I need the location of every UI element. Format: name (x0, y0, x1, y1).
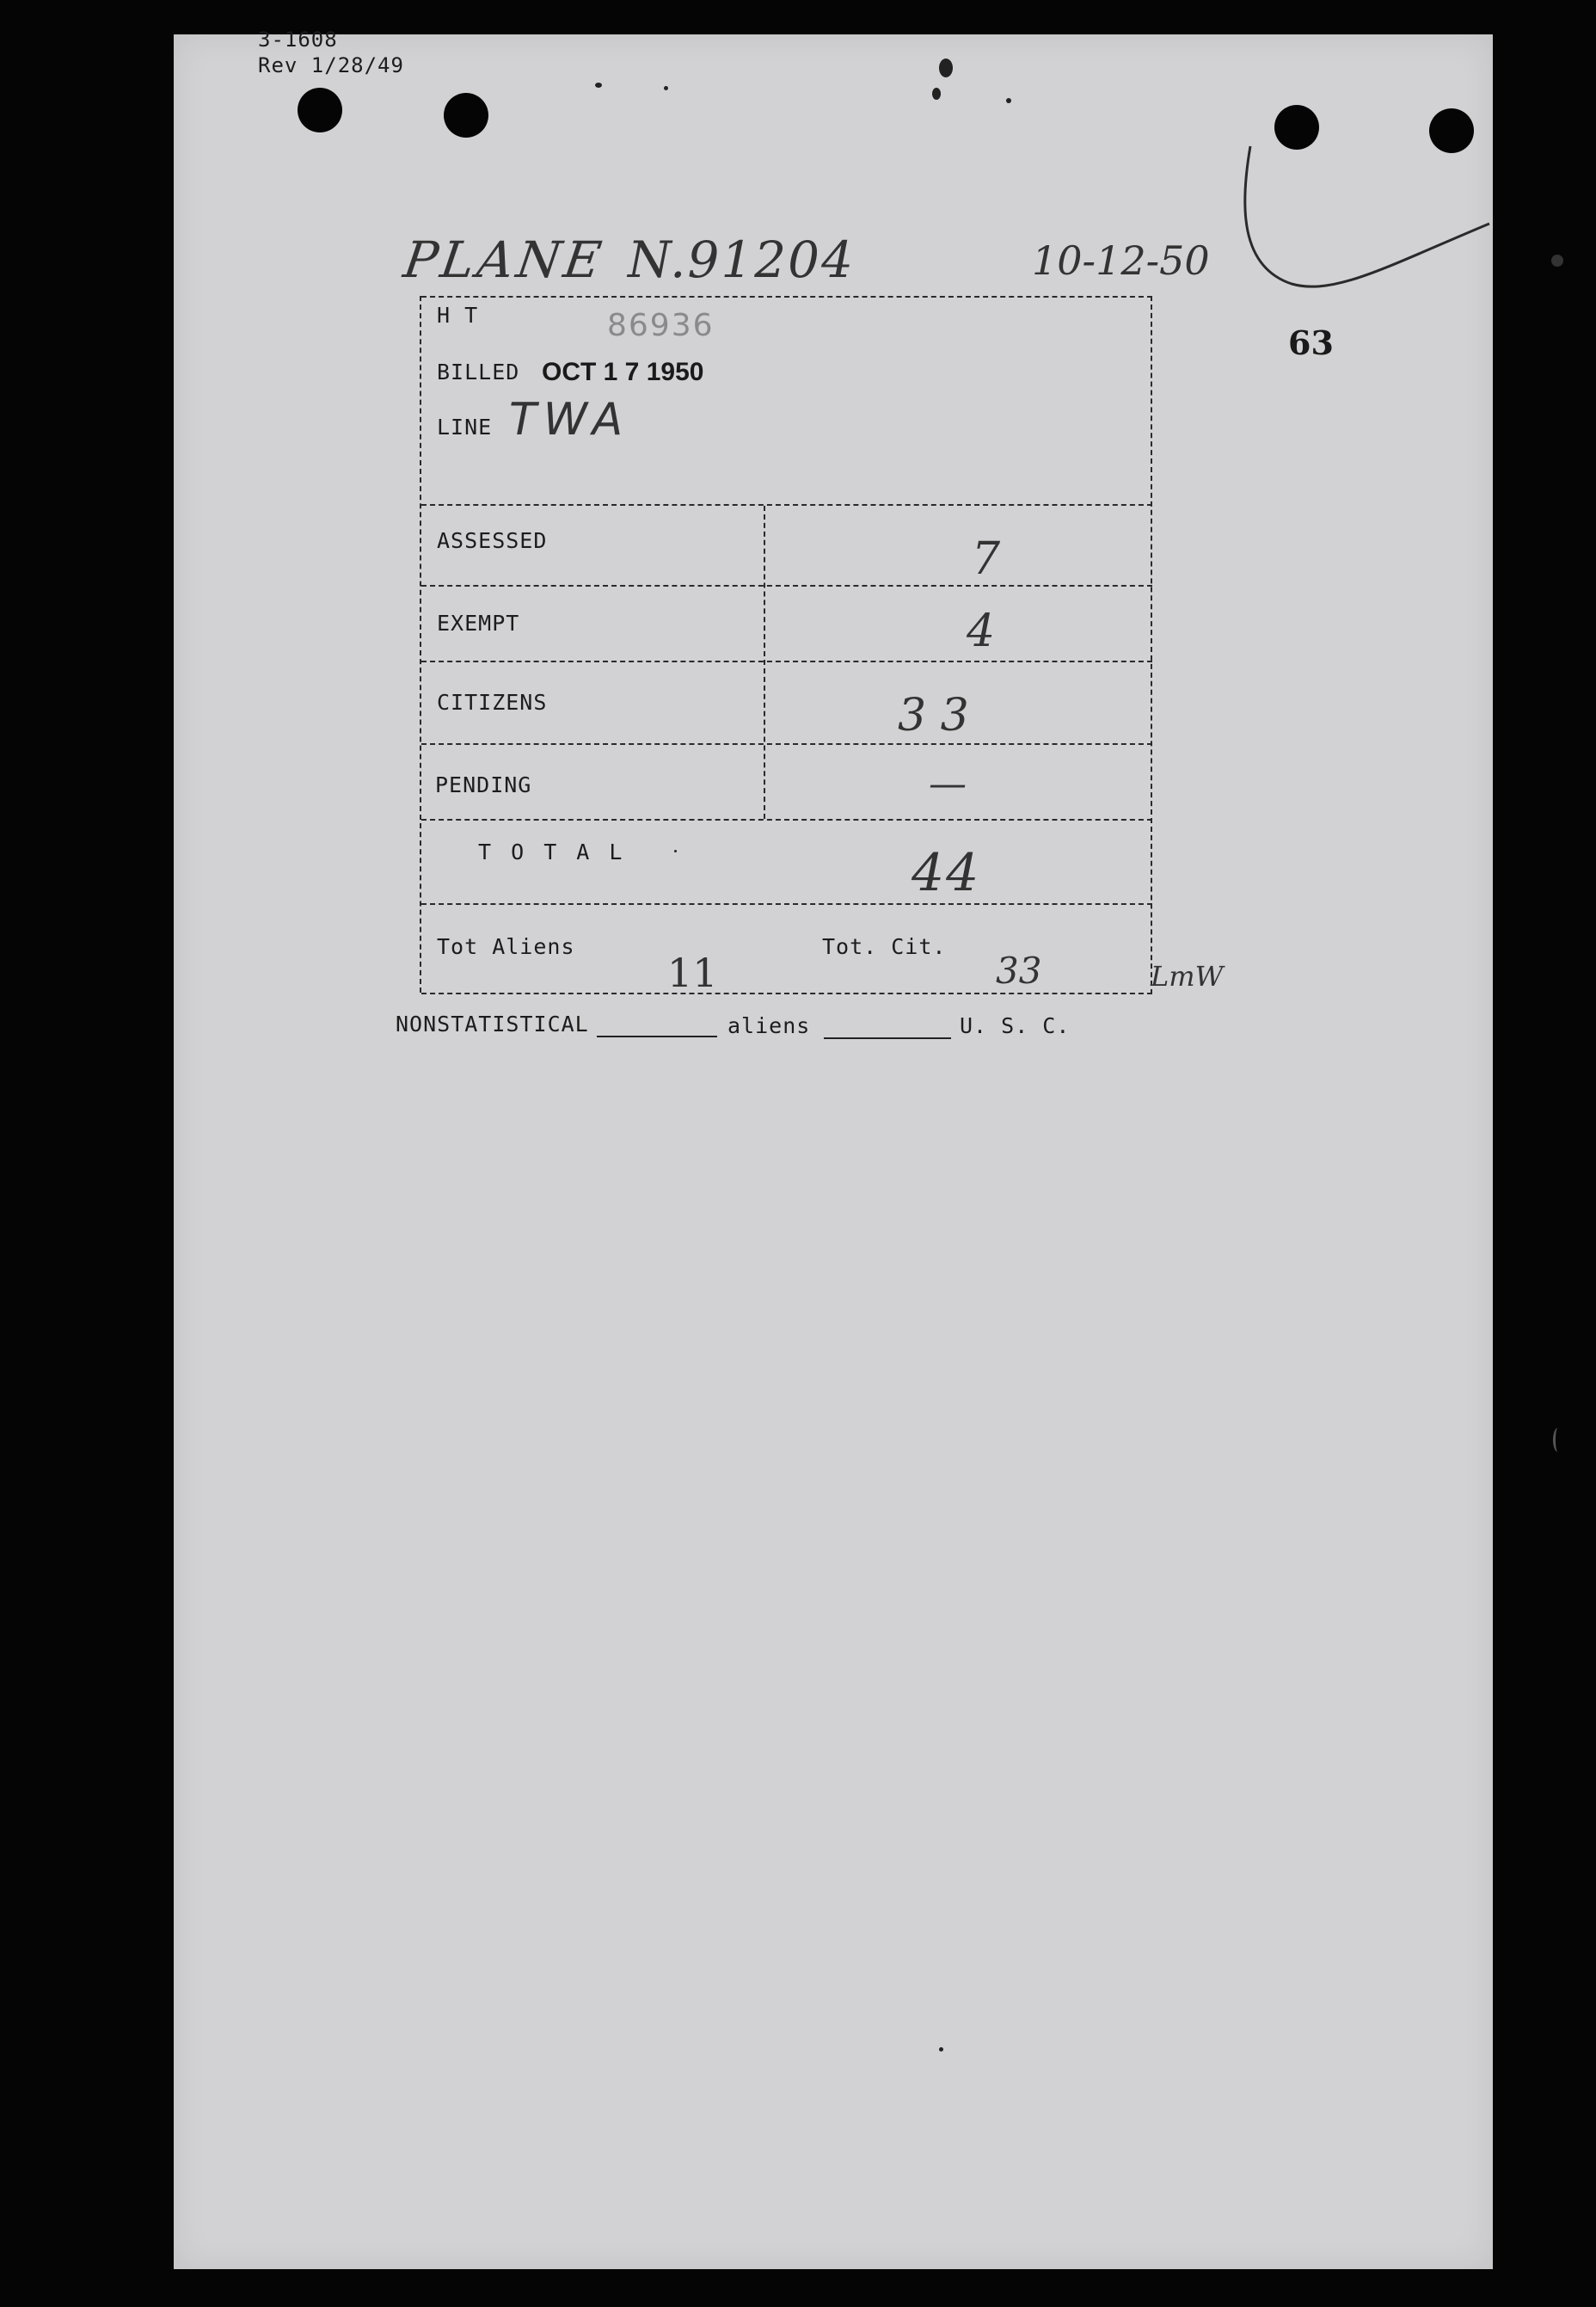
line-value: TWA (509, 394, 630, 446)
tot-aliens-label: Tot Aliens (437, 934, 575, 959)
total-value: 44 (912, 843, 981, 903)
tot-cit-value: 33 (996, 950, 1042, 992)
row-value-assessed: 7 (972, 533, 1001, 585)
row-label-exempt: EXEMPT (437, 611, 520, 636)
speck-mark (932, 88, 941, 100)
form-revision: Rev 1/28/49 (258, 53, 404, 77)
table-divider (421, 504, 1152, 506)
table-border-top (421, 296, 1152, 298)
row-value-exempt: 4 (967, 606, 996, 657)
page-number: 63 (1288, 323, 1334, 362)
margin-mark (1551, 255, 1563, 267)
table-divider (421, 585, 1152, 587)
table-divider (421, 819, 1152, 821)
ht-number-stamp: 86936 (607, 308, 715, 343)
speck-mark (664, 86, 668, 90)
nonstatistical-blank (597, 1036, 717, 1037)
form-number: 3-1608 (258, 28, 338, 52)
billed-date-stamp: OCT 1 7 1950 (542, 358, 704, 386)
table-border-left (420, 296, 421, 993)
speck-mark (939, 2047, 943, 2052)
usc-label: U. S. C. (960, 1013, 1071, 1038)
aliens-blank (824, 1037, 951, 1039)
margin-mark (1553, 1428, 1562, 1452)
punch-hole (444, 93, 488, 138)
total-label: T O T A L (478, 840, 626, 864)
speck-mark (939, 58, 953, 77)
row-label-pending: PENDING (435, 772, 532, 797)
date-handwritten: 10-12-50 (1032, 237, 1210, 284)
speck-mark (1006, 98, 1011, 103)
table-divider (421, 903, 1152, 905)
tot-cit-label: Tot. Cit. (822, 934, 947, 959)
nonstatistical-label: NONSTATISTICAL (396, 1012, 589, 1037)
table-divider (421, 661, 1152, 662)
tot-aliens-value: 11 (667, 950, 718, 996)
row-value-pending: — (929, 762, 967, 806)
initials: LmW (1151, 960, 1224, 993)
ht-label: H T (437, 303, 479, 328)
plane-label: PLANE (400, 231, 609, 289)
table-border-bottom (421, 993, 1152, 994)
column-divider (764, 506, 765, 819)
corner-pencil-mark (1240, 112, 1498, 335)
plane-number: N.91204 (628, 231, 855, 289)
billed-label: BILLED (437, 360, 520, 384)
speck-mark (674, 850, 677, 852)
row-label-citizens: CITIZENS (437, 690, 548, 715)
speck-mark (595, 83, 602, 88)
line-label: LINE (437, 415, 493, 440)
table-divider (421, 743, 1152, 745)
row-label-assessed: ASSESSED (437, 528, 548, 553)
punch-hole (298, 88, 342, 132)
document-page (174, 28, 1493, 2269)
aliens-label: aliens (727, 1013, 811, 1038)
table-border-right (1151, 296, 1152, 994)
row-value-citizens: 3 3 (898, 690, 969, 741)
